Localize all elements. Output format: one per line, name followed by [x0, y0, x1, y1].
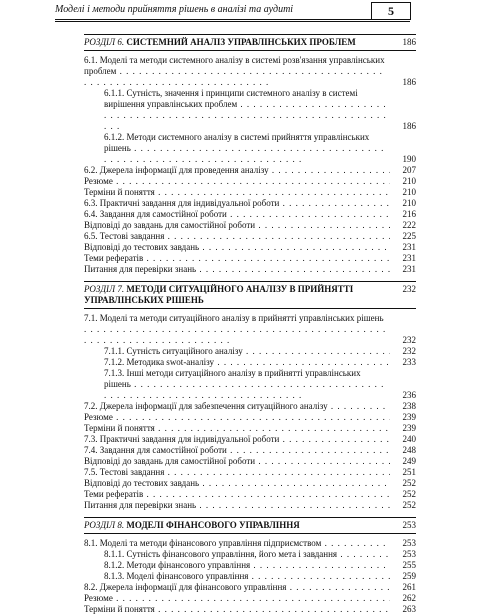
page-ref: 259 — [390, 571, 416, 582]
toc-entry[interactable]: 7.3. Практичні завдання для індивідуальної роботи . . . 240 — [84, 434, 416, 445]
toc-entry[interactable]: 8.1.2. Методи фінансового управління . . . 255 — [84, 560, 416, 571]
page-ref: 233 — [390, 357, 416, 368]
toc-entry[interactable]: Питання для перевірки знань . . . 231 — [84, 264, 416, 275]
page-ref: 186 — [390, 77, 416, 88]
toc-entry[interactable]: 6.1. Моделі та методи системного аналізу в системі розв'язання управлінських проблем . . . 186 — [84, 55, 416, 88]
page-ref: 255 — [390, 560, 416, 571]
page-ref: 239 — [390, 423, 416, 434]
toc-entry[interactable]: 6.4. Завдання для самостійної роботи . . . 216 — [84, 209, 416, 220]
toc-entry[interactable]: Резюме . . . 239 — [84, 412, 416, 423]
page-ref: 207 — [390, 165, 416, 176]
page-ref: 231 — [390, 253, 416, 264]
toc-entry[interactable]: 6.5. Тестові завдання . . . 225 — [84, 231, 416, 242]
toc-entry[interactable]: 7.2. Джерела інформації для забезпечення ситуаційного аналізу . . . 238 — [84, 401, 416, 412]
page-ref: 253 — [390, 520, 416, 531]
page-ref: 232 — [390, 284, 416, 295]
chapter-label: РОЗДІЛ 6. — [84, 37, 125, 47]
page-ref: 240 — [390, 434, 416, 445]
chapter-title: МЕТОДИ СИТУАЦІЙНОГО АНАЛІЗУ В ПРИЙНЯТТІ УПРАВЛІНСЬКИХ РІШЕНЬ — [84, 284, 354, 305]
chapter-8-heading[interactable] — [84, 517, 416, 534]
toc-entry[interactable]: Резюме . . . 210 — [84, 176, 416, 187]
chapter-7-heading[interactable] — [84, 281, 416, 309]
page-ref: 222 — [390, 220, 416, 231]
chapter-title: СИСТЕМНИЙ АНАЛІЗ УПРАВЛІНСЬКИХ ПРОБЛЕМ — [126, 37, 356, 47]
toc-entry[interactable]: Теми рефератів . . . 252 — [84, 489, 416, 500]
header-rule-secondary — [55, 21, 410, 22]
page-ref: 210 — [390, 187, 416, 198]
toc-entry[interactable]: Резюме . . . 262 — [84, 593, 416, 604]
page-ref: 252 — [390, 489, 416, 500]
toc-entry[interactable]: Відповіді до завдань для самостійної роботи . . . 249 — [84, 456, 416, 467]
toc-entry[interactable]: Відповіді до тестових завдань . . . 231 — [84, 242, 416, 253]
page-ref: 253 — [390, 538, 416, 549]
page-ref: 239 — [390, 412, 416, 423]
toc-entry[interactable]: Терміни й поняття . . . 210 — [84, 187, 416, 198]
page-ref: 231 — [390, 264, 416, 275]
toc-entry[interactable]: Терміни й поняття . . . 263 — [84, 604, 416, 615]
running-header: Моделі і методи прийняття рішень в аналізі та аудиті — [55, 4, 294, 15]
toc-entry[interactable]: 8.1.1. Сутність фінансового управління, його мета і завдання . . . 253 — [84, 549, 416, 560]
page-ref: 263 — [390, 604, 416, 615]
toc-entry[interactable]: 8.2. Джерела інформації для фінансового управління . . . 261 — [84, 582, 416, 593]
page-ref: 210 — [390, 198, 416, 209]
toc-entry[interactable]: 6.1.2. Методи системного аналізу в системі прийняття управлінських рішень . . . 190 — [84, 132, 416, 165]
page-ref: 216 — [390, 209, 416, 220]
toc-entry[interactable]: 7.1.3. Інші методи ситуаційного аналізу в прийнятті управлінських рішень . . . 236 — [84, 368, 416, 401]
toc-entry[interactable]: Відповіді до завдань для самостійної роботи . . . 222 — [84, 220, 416, 231]
page-ref: 249 — [390, 456, 416, 467]
toc-entry[interactable]: Терміни й поняття . . . 239 — [84, 423, 416, 434]
toc-entry[interactable]: Теми рефератів . . . 231 — [84, 253, 416, 264]
chapter-title: МОДЕЛІ ФІНАНСОВОГО УПРАВЛІННЯ — [126, 520, 300, 530]
page-ref: 186 — [390, 37, 416, 48]
page-ref: 225 — [390, 231, 416, 242]
toc-entry[interactable]: Відповіді до тестових завдань . . . 252 — [84, 478, 416, 489]
page-ref: 251 — [390, 467, 416, 478]
page-number: 5 — [371, 2, 411, 20]
toc-entry[interactable]: 7.4. Завдання для самостійної роботи . . . 248 — [84, 445, 416, 456]
toc-entry[interactable]: 7.1. Моделі та методи ситуаційного аналізу в прийнятті управлінських рішень . . . 232 — [84, 313, 416, 346]
toc-entry[interactable]: Питання для перевірки знань . . . 252 — [84, 500, 416, 511]
toc-entry[interactable]: 7.1.1. Сутність ситуаційного аналізу . . . 232 — [84, 346, 416, 357]
page-ref: 253 — [390, 549, 416, 560]
page-ref: 252 — [390, 478, 416, 489]
page-ref: 261 — [390, 582, 416, 593]
toc-entry[interactable]: 7.1.2. Методика swot-аналізу . . . 233 — [84, 357, 416, 368]
page-ref: 232 — [390, 346, 416, 357]
page-ref: 190 — [390, 154, 416, 165]
page-ref: 248 — [390, 445, 416, 456]
page-ref: 252 — [390, 500, 416, 511]
page-ref: 262 — [390, 593, 416, 604]
page-ref: 232 — [390, 335, 416, 346]
toc-entry[interactable]: 8.1.3. Моделі фінансового управління . . . 259 — [84, 571, 416, 582]
header-rule — [55, 19, 410, 20]
page-ref: 231 — [390, 242, 416, 253]
chapter-label: РОЗДІЛ 7. — [84, 284, 125, 294]
toc-entry[interactable]: 6.2. Джерела інформації для проведення аналізу . . . 207 — [84, 165, 416, 176]
chapter-label: РОЗДІЛ 8. — [84, 520, 125, 530]
chapter-6-heading[interactable] — [84, 34, 416, 51]
toc-entry[interactable]: 8.1. Моделі та методи фінансового управління підприємством . . . 253 — [84, 538, 416, 549]
page-ref: 210 — [390, 176, 416, 187]
page-ref: 236 — [390, 390, 416, 401]
table-of-contents — [84, 28, 416, 615]
page-ref: 238 — [390, 401, 416, 412]
page-ref: 186 — [390, 121, 416, 132]
toc-entry[interactable]: 7.5. Тестові завдання . . . 251 — [84, 467, 416, 478]
toc-entry[interactable]: 6.1.1. Сутність, значення і принципи системного аналізу в системі вирішення управлінських проблем . . . 186 — [84, 88, 416, 132]
toc-entry[interactable]: 6.3. Практичні завдання для індивідуальної роботи . . . 210 — [84, 198, 416, 209]
